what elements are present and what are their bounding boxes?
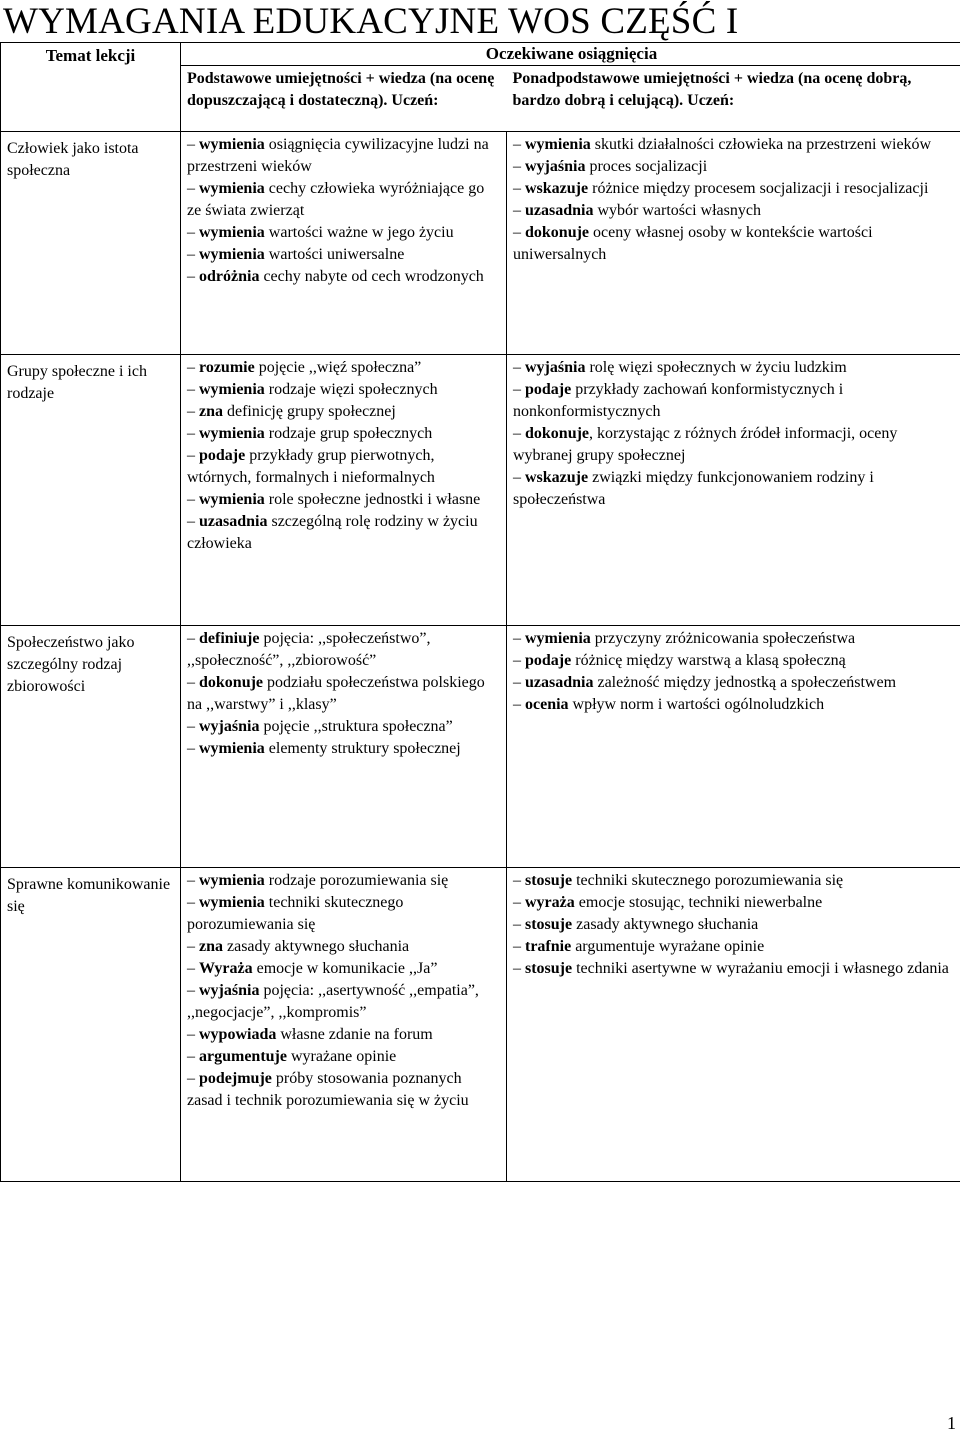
requirement-text: wartości ważne w jego życiu <box>264 224 454 241</box>
lesson-topic: Grupy społeczne i ich rodzaje <box>1 355 181 626</box>
dash-bullet: – <box>187 447 199 464</box>
action-verb: odróżnia <box>199 268 260 285</box>
requirement-item <box>513 694 956 716</box>
dash-bullet: – <box>513 960 525 977</box>
requirement-text: rodzaje więzi społecznych <box>264 381 438 398</box>
requirement-text: role społeczne jednostki i własne <box>264 491 481 508</box>
header-topic: Temat lekcji <box>1 43 181 132</box>
advanced-skills-cell <box>507 132 960 355</box>
requirement-text: techniki skutecznego porozumiewania się <box>572 872 844 889</box>
dash-bullet: – <box>187 381 199 398</box>
requirement-text: pojęcia: ,,asertywność ,,empatia”, ,,negocjacje”, ,,kompromis” <box>187 982 479 1021</box>
document-title: WYMAGANIA EDUKACYJNE WOS CZĘŚĆ I <box>3 1 739 42</box>
requirement-text: zasady aktywnego słuchania <box>223 938 410 955</box>
requirement-item <box>513 200 956 222</box>
basic-skills-cell <box>181 355 507 626</box>
page-number: 1 <box>947 1413 956 1433</box>
requirement-item <box>513 222 956 266</box>
dash-bullet: – <box>187 359 199 376</box>
requirement-text: zależność między jednostką a społeczeństwem <box>593 674 897 691</box>
requirement-item <box>187 628 500 672</box>
dash-bullet: – <box>513 425 525 442</box>
action-verb: zna <box>199 938 223 955</box>
requirement-item <box>513 936 956 958</box>
action-verb: dokonuje <box>525 224 590 241</box>
dash-bullet: – <box>513 894 525 911</box>
dash-bullet: – <box>513 158 525 175</box>
lesson-topic: Sprawne komunikowanie się <box>1 868 181 1182</box>
dash-bullet: – <box>187 425 199 442</box>
requirement-text: proces socjalizacji <box>585 158 708 175</box>
action-verb: uzasadnia <box>525 674 594 691</box>
requirement-item <box>513 357 956 379</box>
requirement-item <box>513 870 956 892</box>
dash-bullet: – <box>187 938 199 955</box>
basic-skills-cell <box>181 132 507 355</box>
dash-bullet: – <box>187 718 199 735</box>
action-verb: podaje <box>525 652 572 669</box>
table-row <box>1 355 960 626</box>
action-verb: wymienia <box>199 491 265 508</box>
dash-bullet: – <box>513 674 525 691</box>
dash-bullet: – <box>513 381 525 398</box>
dash-bullet: – <box>513 916 525 933</box>
dash-bullet: – <box>187 224 199 241</box>
requirement-text: związki między funkcjonowaniem rodziny i społeczeństwa <box>513 469 874 508</box>
dash-bullet: – <box>513 180 525 197</box>
requirement-text: różnice między procesem socjalizacji i resocjalizacji <box>588 180 929 197</box>
requirement-item <box>187 1068 500 1112</box>
requirement-item <box>513 892 956 914</box>
requirement-text: techniki asertywne w wyrażaniu emocji i własnego zdania <box>572 960 949 977</box>
requirement-text: wybór wartości własnych <box>593 202 761 219</box>
action-verb: wymienia <box>199 180 265 197</box>
requirement-text: wyrażane opinie <box>286 1048 397 1065</box>
header-advanced: Ponadpodstawowe umiejętności + wiedza (na ocenę dobrą, bardzo dobrą i celującą). Uczeń: <box>507 66 960 132</box>
requirement-text: przykłady zachowań konformistycznych i nonkonformistycznych <box>513 381 844 420</box>
basic-skills-cell <box>181 626 507 868</box>
requirement-item <box>187 489 500 511</box>
requirement-text: próby stosowania poznanych zasad i technik porozumiewania się w życiu <box>187 1070 469 1109</box>
action-verb: uzasadnia <box>199 513 268 530</box>
requirement-item <box>187 958 500 980</box>
requirement-item <box>187 379 500 401</box>
requirement-item <box>187 511 500 555</box>
lesson-topic: Człowiek jako istota społeczna <box>1 132 181 355</box>
dash-bullet: – <box>513 696 525 713</box>
requirement-text: emocje stosując, techniki niewerbalne <box>574 894 823 911</box>
action-verb: argumentuje <box>199 1048 287 1065</box>
requirement-item <box>513 628 956 650</box>
requirement-text: cechy człowieka wyróżniające go ze świata zwierząt <box>187 180 485 219</box>
dash-bullet: – <box>187 872 199 889</box>
action-verb: Wyraża <box>199 960 253 977</box>
requirement-item <box>513 650 956 672</box>
requirement-item <box>187 716 500 738</box>
requirement-text: podziału społeczeństwa polskiego na ,,warstwy” i ,,klasy” <box>187 674 485 713</box>
lesson-topic: Społeczeństwo jako szczególny rodzaj zbiorowości <box>1 626 181 868</box>
action-verb: podaje <box>525 381 572 398</box>
action-verb: wyjaśnia <box>525 158 586 175</box>
dash-bullet: – <box>187 960 199 977</box>
requirement-text: pojęcie ,,struktura społeczna” <box>259 718 453 735</box>
action-verb: podejmuje <box>199 1070 272 1087</box>
action-verb: trafnie <box>525 938 572 955</box>
header-expected: Oczekiwane osiągnięcia <box>181 43 960 66</box>
dash-bullet: – <box>513 136 525 153</box>
requirement-item <box>513 379 956 423</box>
table-row <box>1 132 960 355</box>
requirement-item <box>513 914 956 936</box>
action-verb: wskazuje <box>525 180 589 197</box>
dash-bullet: – <box>187 630 199 647</box>
requirement-text: wartości uniwersalne <box>264 246 405 263</box>
requirement-text: przyczyny zróżnicowania społeczeństwa <box>590 630 856 647</box>
requirement-text: emocje w komunikacie ,,Ja” <box>252 960 438 977</box>
requirement-item <box>513 156 956 178</box>
action-verb: wyjaśnia <box>525 359 586 376</box>
requirement-item <box>187 936 500 958</box>
requirement-item <box>513 134 956 156</box>
dash-bullet: – <box>187 180 199 197</box>
requirement-text: osiągnięcia cywilizacyjne ludzi na przestrzeni wieków <box>187 136 489 175</box>
requirement-item <box>187 244 500 266</box>
requirement-item <box>187 980 500 1024</box>
dash-bullet: – <box>187 268 199 285</box>
action-verb: dokonuje <box>199 674 264 691</box>
dash-bullet: – <box>187 894 199 911</box>
requirement-text: , korzystając z różnych źródeł informacji, oceny wybranej grupy społecznej <box>513 425 898 464</box>
requirement-item <box>187 178 500 222</box>
action-verb: wymienia <box>199 872 265 889</box>
requirement-text: oceny własnej osoby w kontekście wartości uniwersalnych <box>513 224 873 263</box>
table-row <box>1 868 960 1182</box>
requirement-item <box>187 1046 500 1068</box>
action-verb: wymienia <box>199 381 265 398</box>
dash-bullet: – <box>187 513 199 530</box>
dash-bullet: – <box>187 674 199 691</box>
dash-bullet: – <box>187 982 199 999</box>
dash-bullet: – <box>187 136 199 153</box>
action-verb: wypowiada <box>199 1026 277 1043</box>
action-verb: stosuje <box>525 960 573 977</box>
action-verb: rozumie <box>199 359 255 376</box>
action-verb: uzasadnia <box>525 202 594 219</box>
dash-bullet: – <box>513 652 525 669</box>
basic-skills-cell <box>181 868 507 1182</box>
action-verb: stosuje <box>525 916 573 933</box>
dash-bullet: – <box>513 202 525 219</box>
requirement-text: techniki skutecznego porozumiewania się <box>187 894 404 933</box>
advanced-skills-cell <box>507 626 960 868</box>
requirement-text: różnicę między warstwą a klasą społeczną <box>571 652 846 669</box>
dash-bullet: – <box>513 359 525 376</box>
action-verb: wymienia <box>199 425 265 442</box>
dash-bullet: – <box>187 403 199 420</box>
action-verb: podaje <box>199 447 246 464</box>
requirement-item <box>513 958 956 980</box>
action-verb: ocenia <box>525 696 569 713</box>
requirement-text: zasady aktywnego słuchania <box>572 916 759 933</box>
action-verb: wymienia <box>199 740 265 757</box>
requirement-text: definicję grupy społecznej <box>223 403 396 420</box>
requirement-text: rodzaje grup społecznych <box>264 425 433 442</box>
requirement-item <box>187 892 500 936</box>
requirement-item <box>187 266 500 288</box>
dash-bullet: – <box>513 872 525 889</box>
dash-bullet: – <box>187 1048 199 1065</box>
header-basic: Podstawowe umiejętności + wiedza (na ocenę dopuszczającą i dostateczną). Uczeń: <box>181 66 507 132</box>
requirement-text: elementy struktury społecznej <box>264 740 461 757</box>
action-verb: wymienia <box>199 224 265 241</box>
requirements-table <box>0 42 960 1182</box>
requirement-text: przykłady grup pierwotnych, wtórnych, formalnych i nieformalnych <box>187 447 435 486</box>
table-row <box>1 626 960 868</box>
action-verb: wyjaśnia <box>199 982 260 999</box>
action-verb: wymienia <box>525 630 591 647</box>
requirement-text: szczególną rolę rodziny w życiu człowieka <box>187 513 478 552</box>
requirement-text: cechy nabyte od cech wrodzonych <box>259 268 484 285</box>
action-verb: wymienia <box>525 136 591 153</box>
action-verb: wyraża <box>525 894 575 911</box>
requirement-text: pojęcia: ,,społeczeństwo”, ,,społeczność”, ,,zbiorowość” <box>187 630 431 669</box>
requirement-item <box>513 467 956 511</box>
dash-bullet: – <box>187 491 199 508</box>
action-verb: definiuje <box>199 630 260 647</box>
requirement-item <box>513 423 956 467</box>
action-verb: wymienia <box>199 136 265 153</box>
action-verb: wskazuje <box>525 469 589 486</box>
requirement-text: wpływ norm i wartości ogólnoludzkich <box>568 696 825 713</box>
dash-bullet: – <box>187 246 199 263</box>
requirement-item <box>187 445 500 489</box>
requirement-item <box>187 1024 500 1046</box>
dash-bullet: – <box>513 224 525 241</box>
advanced-skills-cell <box>507 355 960 626</box>
requirement-text: pojęcie ,,więź społeczna” <box>254 359 422 376</box>
dash-bullet: – <box>187 1070 199 1087</box>
action-verb: stosuje <box>525 872 573 889</box>
requirement-item <box>187 423 500 445</box>
action-verb: wyjaśnia <box>199 718 260 735</box>
requirement-text: własne zdanie na forum <box>276 1026 433 1043</box>
requirement-item <box>187 738 500 760</box>
action-verb: zna <box>199 403 223 420</box>
action-verb: wymienia <box>199 894 265 911</box>
dash-bullet: – <box>513 938 525 955</box>
action-verb: wymienia <box>199 246 265 263</box>
requirement-item <box>187 401 500 423</box>
dash-bullet: – <box>513 469 525 486</box>
dash-bullet: – <box>513 630 525 647</box>
requirement-item <box>187 222 500 244</box>
dash-bullet: – <box>187 740 199 757</box>
requirement-item <box>187 870 500 892</box>
requirement-item <box>187 672 500 716</box>
requirement-item <box>187 134 500 178</box>
requirement-text: skutki działalności człowieka na przestrzeni wieków <box>590 136 932 153</box>
requirement-item <box>513 672 956 694</box>
requirement-text: rodzaje porozumiewania się <box>264 872 449 889</box>
requirement-text: argumentuje wyrażane opinie <box>571 938 765 955</box>
dash-bullet: – <box>187 1026 199 1043</box>
advanced-skills-cell <box>507 868 960 1182</box>
requirement-item <box>513 178 956 200</box>
requirement-item <box>187 357 500 379</box>
requirement-text: rolę więzi społecznych w życiu ludzkim <box>585 359 847 376</box>
action-verb: dokonuje <box>525 425 590 442</box>
